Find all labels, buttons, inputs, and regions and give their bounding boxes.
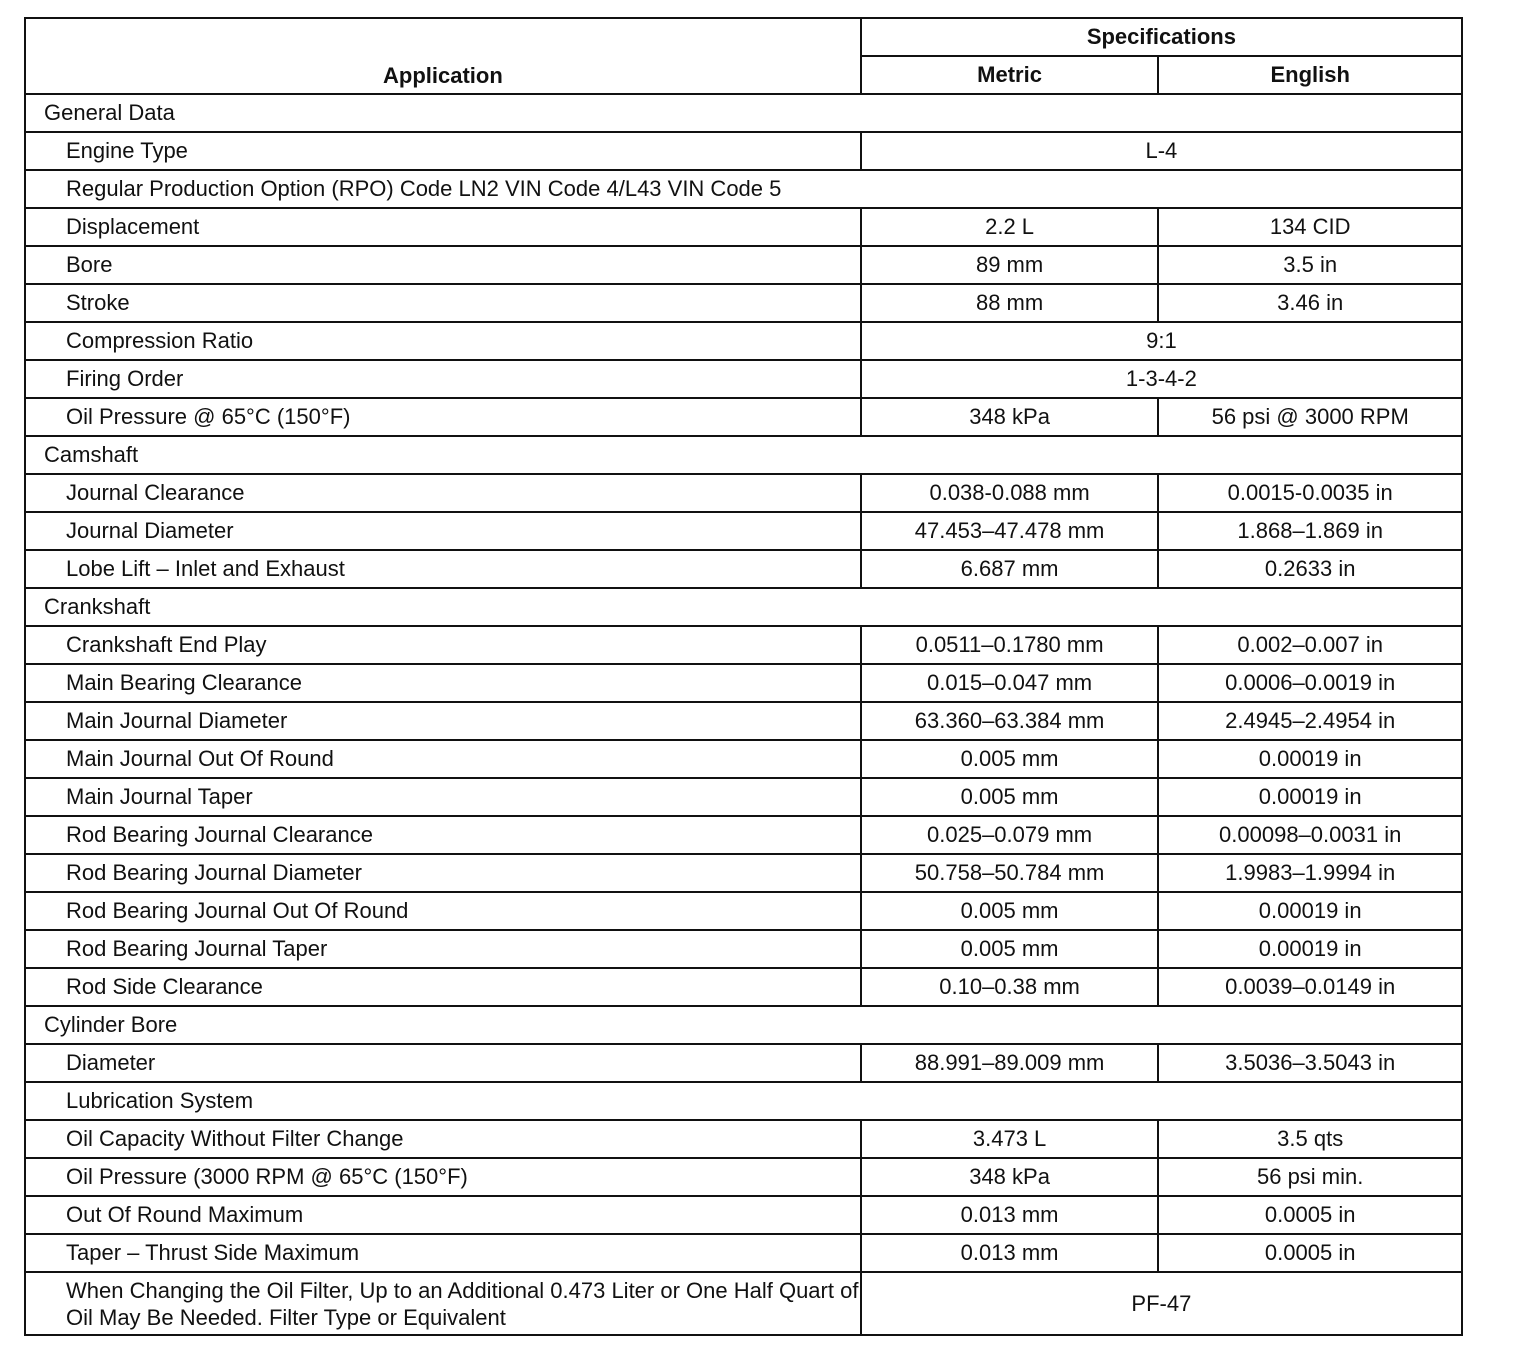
- english-value: 0.0005 in: [1158, 1234, 1462, 1272]
- english-value: 3.5036–3.5043 in: [1158, 1044, 1462, 1082]
- metric-value: 47.453–47.478 mm: [861, 512, 1159, 550]
- metric-value: 6.687 mm: [861, 550, 1159, 588]
- row-label: Oil Capacity Without Filter Change: [25, 1120, 861, 1158]
- table-row: [25, 474, 1462, 512]
- row-label: Out Of Round Maximum: [25, 1196, 861, 1234]
- table-row: [25, 512, 1462, 550]
- row-label: Oil Pressure @ 65°C (150°F): [25, 398, 861, 436]
- table-row: [25, 360, 1462, 398]
- english-value: 3.5 qts: [1158, 1120, 1462, 1158]
- english-value: 0.00019 in: [1158, 892, 1462, 930]
- metric-value: 0.025–0.079 mm: [861, 816, 1159, 854]
- english-value: 0.00019 in: [1158, 930, 1462, 968]
- english-value: 0.0005 in: [1158, 1196, 1462, 1234]
- row-label: Diameter: [25, 1044, 861, 1082]
- table-row: [25, 1272, 1462, 1335]
- metric-value: 3.473 L: [861, 1120, 1159, 1158]
- metric-value: 348 kPa: [861, 1158, 1159, 1196]
- spec-value: PF-47: [861, 1272, 1462, 1335]
- table-row: [25, 1044, 1462, 1082]
- row-label: Rod Bearing Journal Clearance: [25, 816, 861, 854]
- table-row: [25, 398, 1462, 436]
- row-label: Bore: [25, 246, 861, 284]
- row-label: Engine Type: [25, 132, 861, 170]
- section-heading: General Data: [25, 94, 1462, 132]
- english-value: 3.5 in: [1158, 246, 1462, 284]
- table-row: [25, 854, 1462, 892]
- row-label: Oil Pressure (3000 RPM @ 65°C (150°F): [25, 1158, 861, 1196]
- row-label: Main Journal Out Of Round: [25, 740, 861, 778]
- row-label: Main Journal Diameter: [25, 702, 861, 740]
- section-row: [25, 1006, 1462, 1044]
- engine-specifications-table: [24, 17, 1463, 1336]
- table-row: [25, 322, 1462, 360]
- table-row: [25, 1082, 1462, 1120]
- table-row: [25, 246, 1462, 284]
- table-row: [25, 892, 1462, 930]
- row-label: Lubrication System: [25, 1082, 1462, 1120]
- metric-value: 0.005 mm: [861, 930, 1159, 968]
- metric-value: 88.991–89.009 mm: [861, 1044, 1159, 1082]
- table-row: [25, 816, 1462, 854]
- table-row: [25, 778, 1462, 816]
- metric-value: 89 mm: [861, 246, 1159, 284]
- metric-value: 0.10–0.38 mm: [861, 968, 1159, 1006]
- table-row: [25, 968, 1462, 1006]
- section-row: [25, 436, 1462, 474]
- row-label: Main Journal Taper: [25, 778, 861, 816]
- table-row: [25, 284, 1462, 322]
- table-row: [25, 626, 1462, 664]
- row-label: Main Bearing Clearance: [25, 664, 861, 702]
- table-row: [25, 550, 1462, 588]
- row-label: Crankshaft End Play: [25, 626, 861, 664]
- metric-value: 88 mm: [861, 284, 1159, 322]
- row-label: Compression Ratio: [25, 322, 861, 360]
- english-value: 2.4945–2.4954 in: [1158, 702, 1462, 740]
- row-label: Displacement: [25, 208, 861, 246]
- application-header: Application: [25, 18, 861, 94]
- english-value: 56 psi @ 3000 RPM: [1158, 398, 1462, 436]
- row-label: Regular Production Option (RPO) Code LN2 VIN Code 4/L43 VIN Code 5: [25, 170, 1462, 208]
- specifications-header: Specifications: [861, 18, 1462, 56]
- section-heading: Cylinder Bore: [25, 1006, 1462, 1044]
- english-value: 0.00019 in: [1158, 778, 1462, 816]
- row-label: Journal Clearance: [25, 474, 861, 512]
- row-label: Rod Bearing Journal Taper: [25, 930, 861, 968]
- metric-value: 348 kPa: [861, 398, 1159, 436]
- row-label: Rod Side Clearance: [25, 968, 861, 1006]
- table-body: [25, 94, 1462, 1335]
- table-row: [25, 740, 1462, 778]
- table-row: [25, 664, 1462, 702]
- section-heading: Camshaft: [25, 436, 1462, 474]
- metric-value: 63.360–63.384 mm: [861, 702, 1159, 740]
- spec-value: L-4: [861, 132, 1462, 170]
- metric-value: 50.758–50.784 mm: [861, 854, 1159, 892]
- english-header: English: [1158, 56, 1462, 94]
- english-value: 1.9983–1.9994 in: [1158, 854, 1462, 892]
- table-row: [25, 1234, 1462, 1272]
- row-label: Taper – Thrust Side Maximum: [25, 1234, 861, 1272]
- table-row: [25, 132, 1462, 170]
- metric-value: 0.005 mm: [861, 740, 1159, 778]
- metric-value: 0.005 mm: [861, 892, 1159, 930]
- section-heading: Crankshaft: [25, 588, 1462, 626]
- row-label: Stroke: [25, 284, 861, 322]
- row-label: Lobe Lift – Inlet and Exhaust: [25, 550, 861, 588]
- english-value: 56 psi min.: [1158, 1158, 1462, 1196]
- metric-value: 2.2 L: [861, 208, 1159, 246]
- metric-value: 0.005 mm: [861, 778, 1159, 816]
- row-label: Journal Diameter: [25, 512, 861, 550]
- section-row: [25, 94, 1462, 132]
- section-row: [25, 588, 1462, 626]
- table-row: [25, 930, 1462, 968]
- english-value: 0.0006–0.0019 in: [1158, 664, 1462, 702]
- table-row: [25, 1120, 1462, 1158]
- table-row: [25, 1196, 1462, 1234]
- metric-value: 0.013 mm: [861, 1234, 1159, 1272]
- english-value: 0.002–0.007 in: [1158, 626, 1462, 664]
- english-value: 134 CID: [1158, 208, 1462, 246]
- table-row: [25, 208, 1462, 246]
- metric-value: 0.013 mm: [861, 1196, 1159, 1234]
- english-value: 0.0015-0.0035 in: [1158, 474, 1462, 512]
- metric-value: 0.0511–0.1780 mm: [861, 626, 1159, 664]
- row-label: Rod Bearing Journal Out Of Round: [25, 892, 861, 930]
- table-row: [25, 702, 1462, 740]
- english-value: 0.2633 in: [1158, 550, 1462, 588]
- english-value: 3.46 in: [1158, 284, 1462, 322]
- spec-value: 1-3-4-2: [861, 360, 1462, 398]
- row-label: Rod Bearing Journal Diameter: [25, 854, 861, 892]
- table-row: [25, 170, 1462, 208]
- metric-value: 0.038-0.088 mm: [861, 474, 1159, 512]
- english-value: 0.0039–0.0149 in: [1158, 968, 1462, 1006]
- english-value: 1.868–1.869 in: [1158, 512, 1462, 550]
- spec-value: 9:1: [861, 322, 1462, 360]
- english-value: 0.00019 in: [1158, 740, 1462, 778]
- row-label: When Changing the Oil Filter, Up to an Additional 0.473 Liter or One Half Quart of Oil May Be Needed. Filter Type or Equivalent: [25, 1272, 861, 1335]
- metric-value: 0.015–0.047 mm: [861, 664, 1159, 702]
- table-row: [25, 1158, 1462, 1196]
- metric-header: Metric: [861, 56, 1159, 94]
- row-label: Firing Order: [25, 360, 861, 398]
- english-value: 0.00098–0.0031 in: [1158, 816, 1462, 854]
